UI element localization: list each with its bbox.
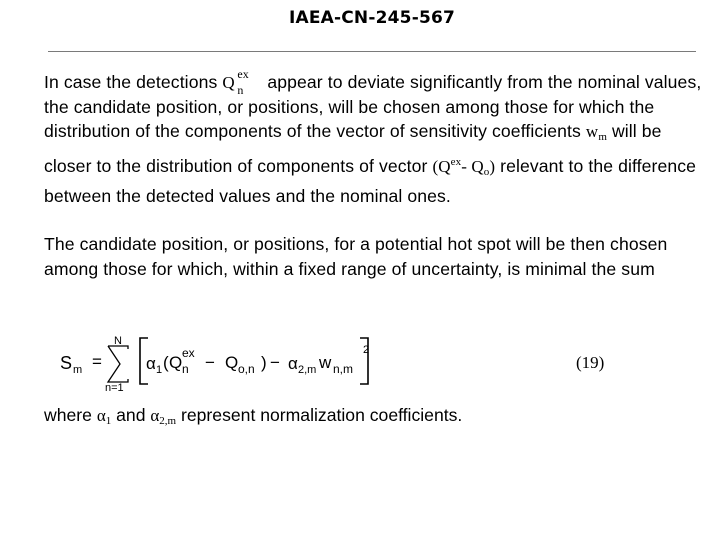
- eq-equals: =: [92, 352, 102, 371]
- q-subscript: n: [237, 83, 244, 97]
- eq-open-paren: (: [163, 353, 169, 372]
- eq-lhs: S: [60, 353, 73, 373]
- paragraph-text: represent normalization coefficients.: [181, 405, 463, 425]
- eq-alpha1: α: [146, 354, 156, 373]
- paragraph-text: relevant to the difference between the detected values and the nominal ones.: [44, 155, 697, 206]
- q-superscript: ex: [237, 67, 249, 81]
- paragraph-detections: [44, 67, 704, 209]
- eq-q2: Q: [225, 353, 239, 372]
- eq-power: 2: [363, 344, 370, 356]
- eq-sum-upper: N: [114, 335, 122, 347]
- w-symbol: $w_m$: [585, 122, 607, 143]
- alpha1-symbol: $\alpha_1$: [96, 406, 112, 427]
- eq-minus2: −: [270, 353, 280, 372]
- q-ex-n-symbol: [222, 67, 262, 97]
- eq-minus: −: [205, 353, 215, 372]
- equation-19: [60, 330, 620, 392]
- alpha2-symbol: $\alpha_{2,m}$: [150, 406, 177, 427]
- eq-q-sup: ex: [182, 346, 195, 360]
- header-divider: [48, 51, 696, 52]
- sigma-icon: [108, 346, 128, 382]
- eq-q2-sub: o,n: [238, 362, 255, 376]
- eq-q-sub: n: [182, 362, 189, 376]
- paragraph-candidate: The candidate position, or positions, for a potential hot spot will be then chosen among those for which, within a fixed range of uncertainty, is minimal the sum: [44, 234, 668, 279]
- paragraph-text: where: [44, 405, 92, 425]
- eq-lhs-sub: m: [73, 364, 83, 376]
- eq-close-paren: ): [261, 353, 267, 372]
- paragraph-coefficients: [44, 405, 462, 427]
- paragraph-text: appear to deviate significantly from the nominal values, the candidate position, or positions, will be chosen among those for which the distribution of the components of the vector of sensitivity coefficients: [44, 72, 702, 141]
- paragraph-text: will be closer to the distribution of components of vector: [44, 121, 662, 176]
- eq-w-sub: n,m: [333, 362, 354, 376]
- eq-alpha1-sub: 1: [156, 364, 163, 376]
- eq-w: w: [319, 353, 332, 372]
- eq-sum-lower: n=1: [105, 382, 124, 392]
- q-letter: Q: [222, 73, 235, 92]
- eq-alpha2: α: [288, 354, 298, 373]
- paragraph-text: and: [116, 405, 146, 425]
- eq-alpha2-sub: 2,m: [298, 364, 317, 376]
- equation-graphic: [60, 330, 620, 392]
- document-header-id: IAEA-CN-245-567: [288, 8, 456, 28]
- equation-number: (19): [576, 353, 605, 372]
- vector-expression: ($Q^{ex}-$ $Q_o$): [432, 155, 496, 178]
- eq-q: Q: [169, 353, 183, 372]
- paragraph-text: In case the detections: [44, 72, 218, 92]
